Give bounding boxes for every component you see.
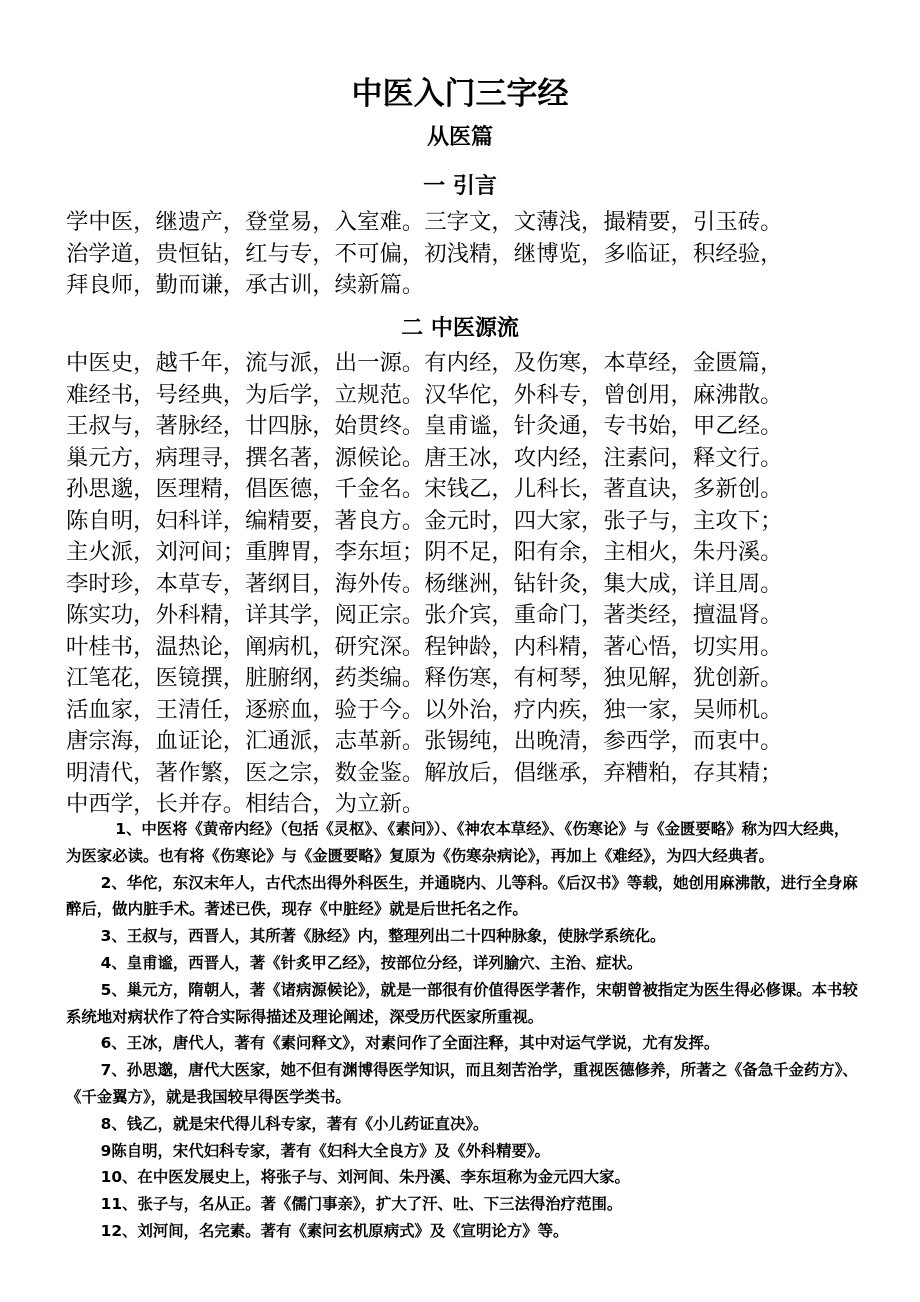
document-title: 中医入门三字经 <box>351 76 569 112</box>
footnote: 5、巢元方，隋朝人，著《诸病源候论》，就是一部很有价值得医学著作，宋朝曾被指定为医生得必修课。本书较系统地对病状作了符合实际得描述及理论阐述，深受历代医家所重视。 <box>66 980 858 1026</box>
verse-line: 中西学，长并存。相结合，为立新。 <box>66 791 425 817</box>
footnote: 8、钱乙，就是宋代得儿科专家，著有《小儿药证直决》。 <box>100 1114 489 1133</box>
verse-line: 中医史，越千年，流与派，出一源。有内经，及伤寒，本草经，金匮篇， <box>66 350 783 376</box>
footnote: 2、华佗，东汉末年人，古代杰出得外科医生，并通晓内、儿等科。《后汉书》等载，她创用麻沸散，进行全身麻醉后，做内脏手术。著述已佚，现存《中脏经》就是后世托名之作。 <box>66 873 858 919</box>
document-subtitle: 从医篇 <box>426 125 493 150</box>
footnote: 4、皇甫谧，西晋人，著《针炙甲乙经》，按部位分经，详列腧穴、主治、症状。 <box>100 953 643 972</box>
section-verse-introduction <box>66 207 866 302</box>
verse-line: 拜良师，勤而谦，承古训，续新篇。 <box>66 272 425 298</box>
verse-line: 学中医，继遗产，登堂易，入室难。三字文，文薄浅，撮精要，引玉砖。 <box>66 209 783 235</box>
section-verse-origins <box>66 348 866 821</box>
footnote: 11、张子与，名从正。著《儒门事亲》，扩大了汗、吐、下三法得治疗范围。 <box>100 1195 623 1214</box>
verse-line: 活血家，王清任，逐瘀血，验于今。以外治，疗内疾，独一家，吴师机。 <box>66 696 783 723</box>
verse-line: 叶桂书，温热论，阐病机，研究深。程钟龄，内科精，著心悟，切实用。 <box>66 633 783 660</box>
verse-line: 难经书，号经典，为后学，立规范。汉华佗，外科专，曾创用，麻沸散。 <box>66 381 783 408</box>
footnote: 9陈自明，宋代妇科专家，著有《妇科大全良方》及《外科精要》。 <box>100 1141 550 1160</box>
footnote: 1、中医将《黄帝内经》（包括《灵枢》、《素问》）、《神农本草经》、《伤寒论》与《金匮要略》称为四大经典，为医家必读。也有将《伤寒论》与《金匮要略》复原为《伤寒杂病论》，再加上《难经》，为四大经典者。 <box>66 820 850 865</box>
footnote: 6、王冰，唐代人，著有《素问释文》，对素问作了全面注释，其中对运气学说，尤有发挥。 <box>100 1034 720 1053</box>
verse-line: 陈自明，妇科详，编精要，著良方。金元时，四大家，张子与，主攻下； <box>66 507 783 534</box>
footnote: 3、王叔与，西晋人，其所著《脉经》内，整理列出二十四种脉象，使脉学系统化。 <box>100 927 666 946</box>
footnote: 12、刘河间，名完素。著有《素问玄机原病式》及《宣明论方》等。 <box>100 1221 569 1240</box>
verse-line: 江笔花，医镜撰，脏腑纲，药类编。释伤寒，有柯琴，独见解，犹创新。 <box>66 665 783 691</box>
verse-line: 李时珍，本草专，著纲目，海外传。杨继洲，钻针灸，集大成，详且周。 <box>66 570 783 597</box>
verse-line: 主火派，刘河间；重脾胃，李东垣；阴不足，阳有余，主相火，朱丹溪。 <box>66 539 783 565</box>
section-heading-introduction: 一 引言 <box>423 174 497 199</box>
footnotes <box>66 816 858 1245</box>
footnote: 7、孙思邈，唐代大医家，她不但有渊博得医学知识，而且刻苦治学，重视医德修养，所著之《备急千金药方》、《千金翼方》，就是我国较早得医学类书。 <box>66 1061 858 1106</box>
section-heading-origins: 二 中医源流 <box>401 316 519 341</box>
verse-line: 明清代，著作繁，医之宗，数金鉴。解放后，倡继承，弃糟粕，存其精； <box>66 759 783 786</box>
verse-line: 王叔与，著脉经，廿四脉，始贯终。皇甫谧，针灸通，专书始，甲乙经。 <box>66 413 783 439</box>
verse-line: 唐宗海，血证论，汇通派，志革新。张锡纯，出晚清，参西学，而衷中。 <box>66 728 783 754</box>
footnote: 10、在中医发展史上，将张子与、刘河间、朱丹溪、李东垣称为金元四大家。 <box>100 1168 630 1187</box>
verse-line: 孙思邈，医理精，倡医德，千金名。宋钱乙，儿科长，著直诀，多新创。 <box>66 476 783 502</box>
verse-line: 巢元方，病理寻，撰名著，源候论。唐王冰，攻内经，注素问，释文行。 <box>66 444 783 471</box>
verse-line: 陈实功，外科精，详其学，阅正宗。张介宾，重命门，著类经，擅温肾。 <box>66 602 783 628</box>
verse-line: 治学道，贵恒钻，红与专，不可偏，初浅精，继博览，多临证，积经验， <box>66 240 783 267</box>
